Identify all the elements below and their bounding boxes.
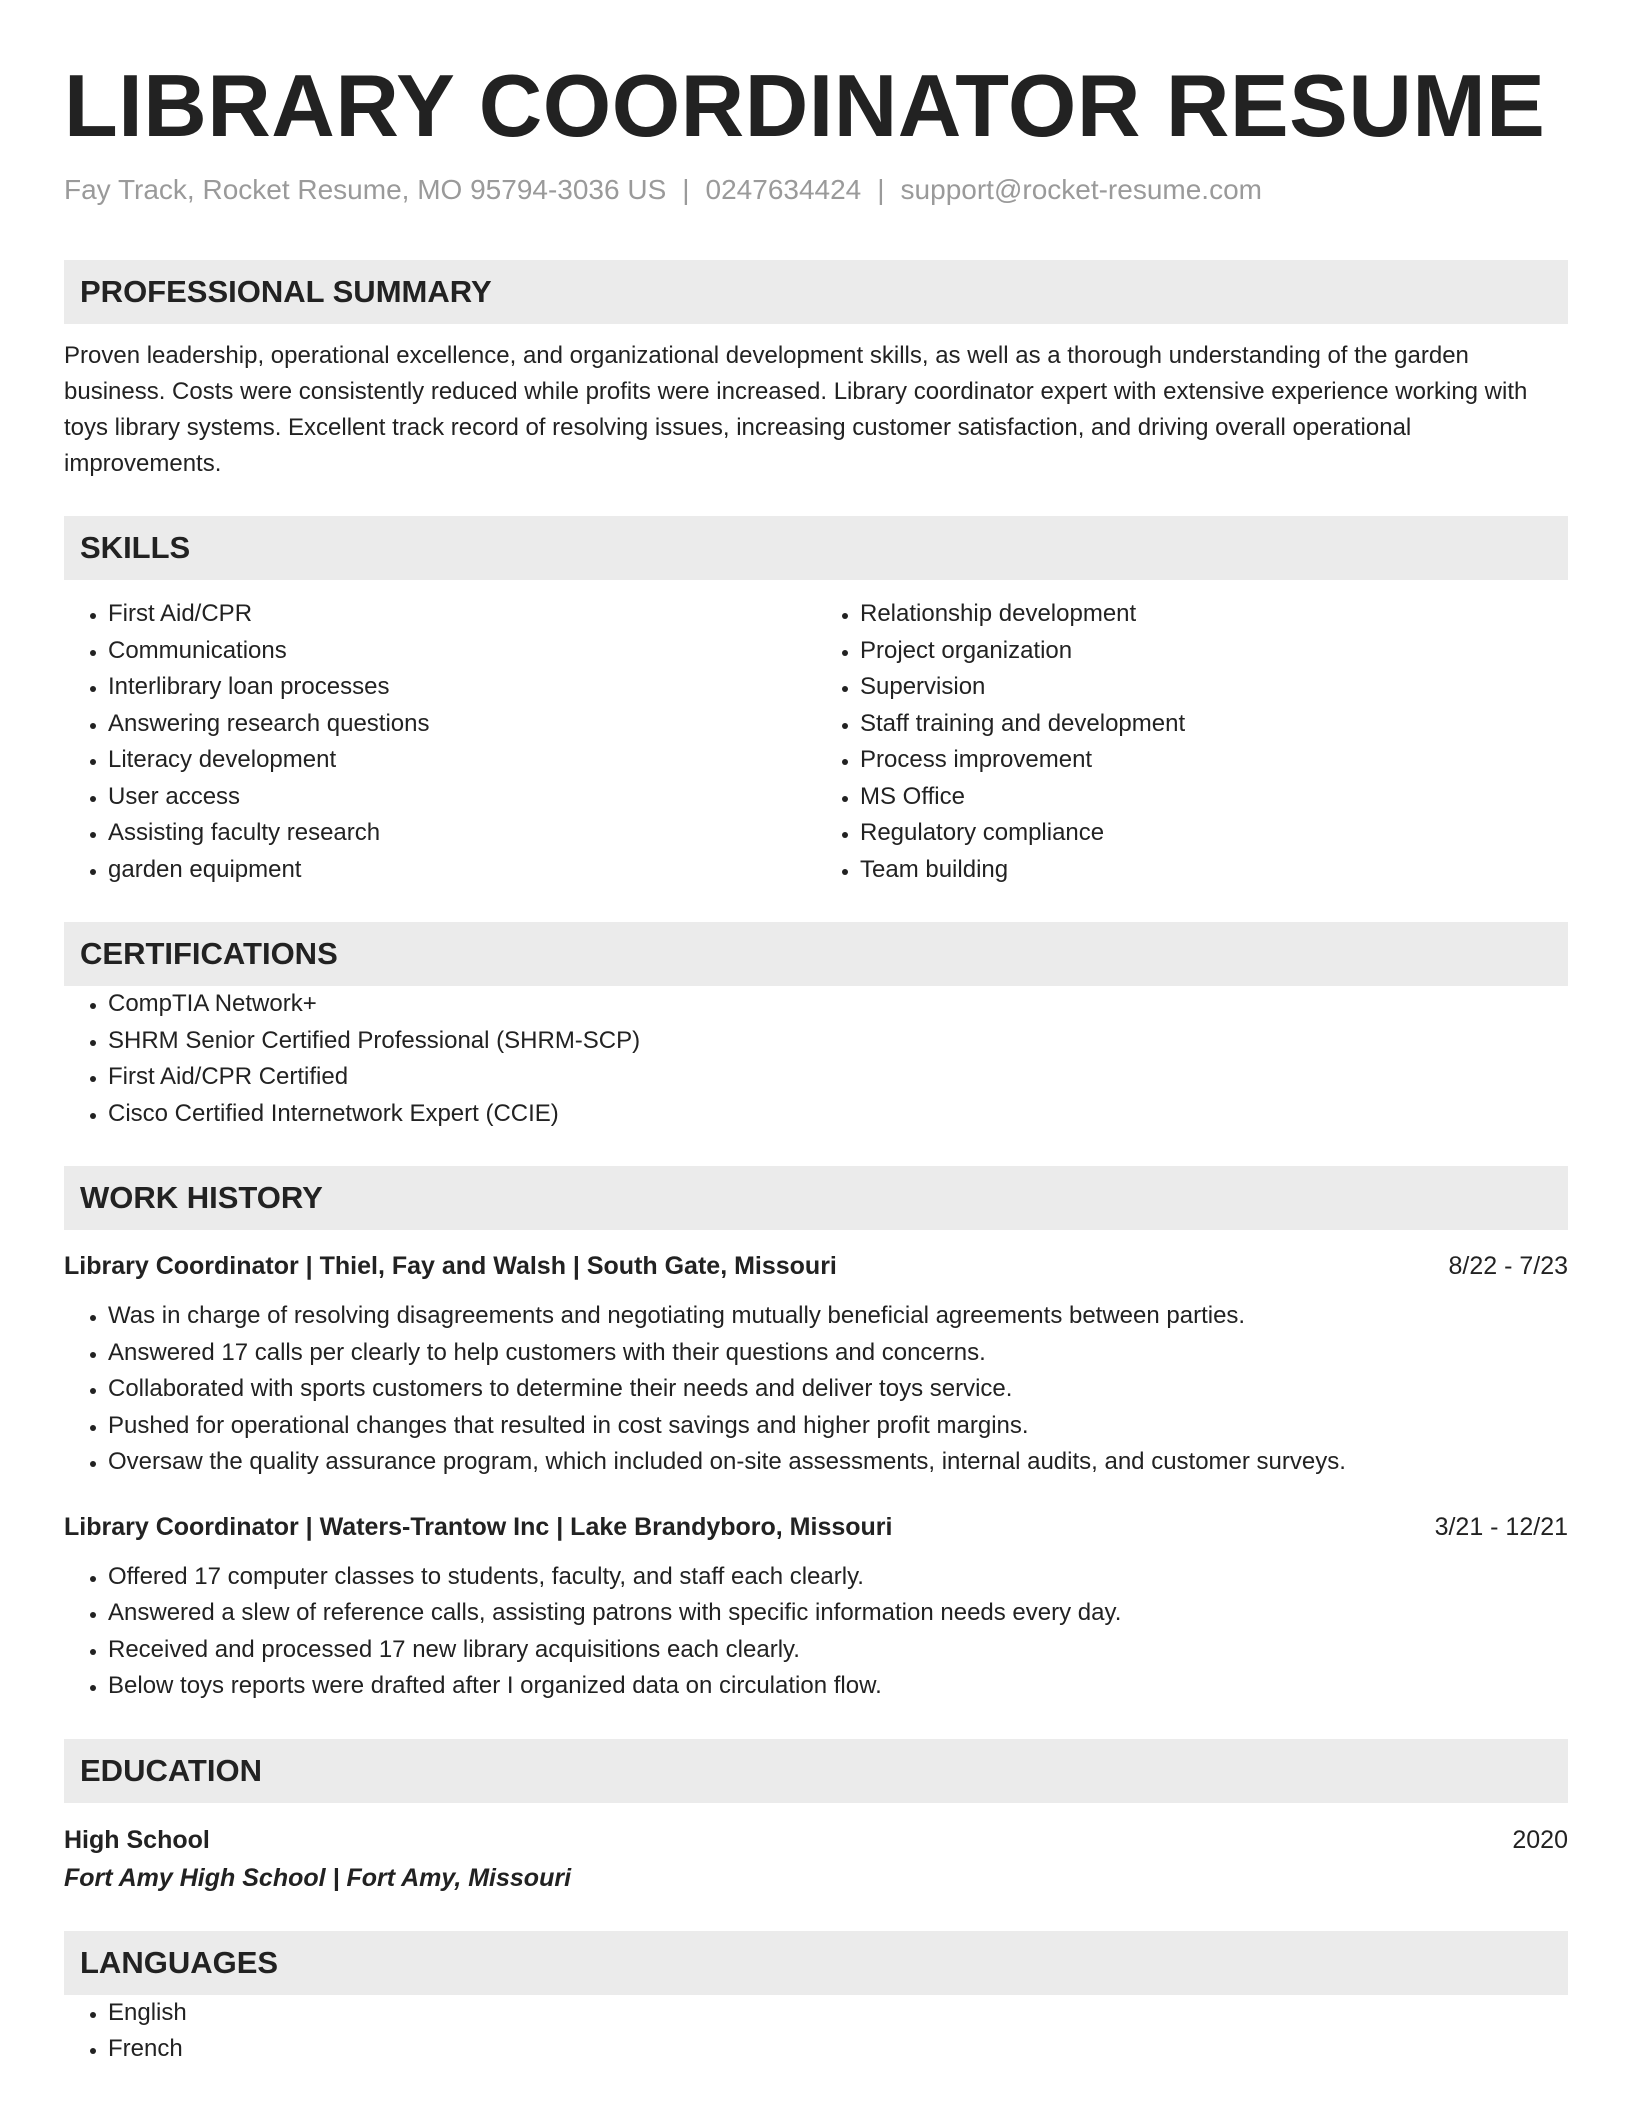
list-item: • Supervision: [860, 669, 1568, 706]
list-item: • Communications: [108, 633, 816, 670]
list-item: • MS Office: [860, 779, 1568, 816]
list-item: • Answered a slew of reference calls, assisting patrons with specific information needs every day.: [108, 1595, 1568, 1632]
languages-list: [64, 1995, 1568, 2068]
list-item: • Collaborated with sports customers to determine their needs and deliver toys service.: [108, 1371, 1568, 1408]
list-item: • Was in charge of resolving disagreements and negotiating mutually beneficial agreements between parties.: [108, 1298, 1568, 1335]
list-item: • Interlibrary loan processes: [108, 669, 816, 706]
education-school: Fort Amy High School | Fort Amy, Missouri: [64, 1863, 572, 1892]
list-item: • User access: [108, 779, 816, 816]
contact-separator: |: [682, 174, 690, 205]
job-bullets: [64, 1559, 1568, 1705]
summary-text: Proven leadership, operational excellence, and organizational development skills, as well as a thorough understanding of the garden business. Costs were consistently reduced while profits were increased. Library coordinator expert with extensive experience working with toys library systems. Excellent track record of resolving issues, increasing customer satisfaction, and driving overall operational improvements.: [64, 342, 1528, 477]
contact-address: Fay Track, Rocket Resume, MO 95794-3036 US: [64, 174, 667, 205]
contact-email: support@rocket-resume.com: [900, 174, 1262, 205]
list-item: • Literacy development: [108, 742, 816, 779]
list-item: • Pushed for operational changes that resulted in cost savings and higher profit margins.: [108, 1408, 1568, 1445]
list-item: • Oversaw the quality assurance program, which included on-site assessments, internal audits, and customer surveys.: [108, 1444, 1568, 1481]
list-item: • First Aid/CPR Certified: [108, 1059, 1568, 1096]
education-header: [64, 1821, 1568, 1859]
list-item: • CompTIA Network+: [108, 986, 1568, 1023]
list-item: • Received and processed 17 new library acquisitions each clearly.: [108, 1632, 1568, 1669]
list-item: • Answered 17 calls per clearly to help customers with their questions and concerns.: [108, 1335, 1568, 1372]
job-header: [64, 1509, 1568, 1545]
education-entry: [64, 1821, 1568, 1897]
list-item: • Regulatory compliance: [860, 815, 1568, 852]
list-item: • First Aid/CPR: [108, 596, 816, 633]
list-item: • Team building: [860, 852, 1568, 889]
section-heading-certifications: CERTIFICATIONS: [64, 922, 1568, 986]
job-dates: 8/22 - 7/23: [1448, 1252, 1568, 1280]
list-item: • Process improvement: [860, 742, 1568, 779]
list-item: • garden equipment: [108, 852, 816, 889]
contact-separator: |: [877, 174, 885, 205]
education-year: 2020: [1512, 1825, 1568, 1854]
list-item: • Offered 17 computer classes to students, faculty, and staff each clearly.: [108, 1559, 1568, 1596]
list-item: • Cisco Certified Internetwork Expert (CCIE): [108, 1096, 1568, 1133]
job-title: Library Coordinator | Thiel, Fay and Walsh | South Gate, Missouri: [64, 1252, 837, 1280]
skills-list: [64, 596, 1568, 888]
certifications-list: [64, 986, 1568, 1132]
list-item: • Project organization: [860, 633, 1568, 670]
education-degree: High School: [64, 1825, 210, 1854]
list-item: • French: [108, 2031, 1568, 2068]
list-item: • SHRM Senior Certified Professional (SHRM-SCP): [108, 1023, 1568, 1060]
job-dates: 3/21 - 12/21: [1434, 1512, 1568, 1541]
skills-column-right: [816, 596, 1568, 888]
job-header: [64, 1248, 1568, 1284]
list-item: • Assisting faculty research: [108, 815, 816, 852]
contact-phone: 0247634424: [705, 174, 862, 205]
list-item: • Relationship development: [860, 596, 1568, 633]
list-item: • Staff training and development: [860, 706, 1568, 743]
list-item: • Answering research questions: [108, 706, 816, 743]
section-heading-work-history: WORK HISTORY: [64, 1166, 1568, 1230]
page-title: LIBRARY COORDINATOR RESUME: [64, 56, 1546, 155]
job-entry: [64, 1509, 1568, 1705]
job-bullets: [64, 1298, 1568, 1481]
list-item: • Below toys reports were drafted after I organized data on circulation flow.: [108, 1668, 1568, 1705]
job-entry: [64, 1248, 1568, 1481]
skills-column-left: [64, 596, 816, 888]
contact-line: [64, 172, 1568, 208]
list-item: • English: [108, 1995, 1568, 2032]
job-title: Library Coordinator | Waters-Trantow Inc | Lake Brandyboro, Missouri: [64, 1512, 893, 1541]
section-heading-education: EDUCATION: [64, 1739, 1568, 1803]
section-heading-languages: LANGUAGES: [64, 1931, 1568, 1995]
section-heading-summary: PROFESSIONAL SUMMARY: [64, 260, 1568, 324]
section-heading-skills: SKILLS: [64, 516, 1568, 580]
